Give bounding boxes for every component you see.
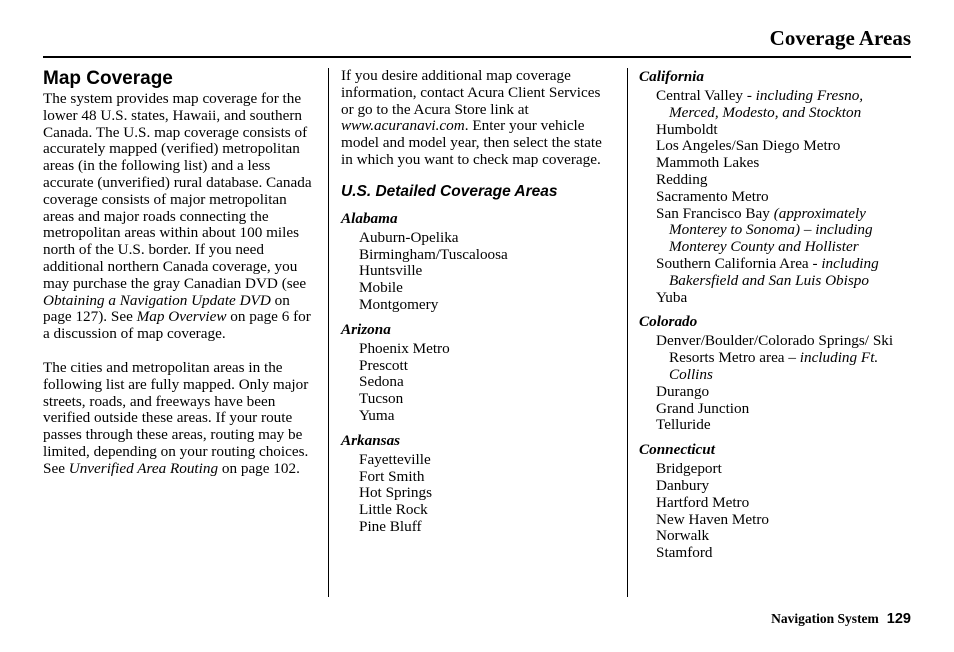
column-divider (627, 68, 628, 597)
area-name: Auburn-Opelika (359, 228, 459, 246)
area-list (639, 333, 914, 434)
area-name: Sacramento Metro (656, 187, 769, 205)
area-name: Hot Springs (359, 484, 432, 502)
area-item (656, 528, 914, 545)
area-name: Bridgeport (656, 460, 722, 478)
area-name: Denver/Boulder/Colorado Springs/ Ski Resorts Metro area – (656, 332, 894, 367)
area-list (639, 461, 914, 562)
area-name: Grand Junction (656, 399, 750, 417)
area-note: - including Bakersfield and San Luis Obispo (669, 254, 879, 289)
area-list (639, 88, 914, 306)
area-name: Stamford (656, 544, 713, 562)
state-heading: Arkansas (341, 431, 401, 449)
area-item (359, 452, 616, 469)
paragraph-verified-areas: The cities and metropolitan areas in the following list are fully mapped. Only major streets, roads, and freeways have been verified outside these areas. If your route passes through these areas, routing may be limited, depending on your routing choices. See Unverified Area Routing on page 102. (43, 358, 309, 477)
area-name: Pine Bluff (359, 517, 422, 535)
area-name: Yuma (359, 406, 395, 424)
area-name: Norwalk (656, 527, 710, 545)
area-name: Hartford Metro (656, 493, 750, 511)
column-map-coverage (43, 68, 315, 478)
area-item (359, 519, 616, 536)
area-item (656, 384, 914, 401)
area-name: Fayetteville (359, 450, 431, 468)
area-item (656, 290, 914, 307)
area-name: Mammoth Lakes (656, 154, 760, 172)
area-item (359, 263, 616, 280)
area-name: Mobile (359, 279, 403, 297)
area-list (341, 341, 616, 425)
area-item (656, 495, 914, 512)
page-title: Coverage Areas (769, 26, 911, 50)
area-item (359, 297, 616, 314)
area-name: Danbury (656, 476, 710, 494)
area-name: Little Rock (359, 501, 428, 519)
area-note: (approximately Monterey to Sonoma) – including Monterey County and Hollister (669, 204, 873, 256)
state-heading: Colorado (639, 313, 698, 331)
area-name: New Haven Metro (656, 510, 770, 528)
area-item (359, 408, 616, 425)
area-name: Sedona (359, 373, 404, 391)
area-item (656, 461, 914, 478)
page-number: 129 (886, 611, 911, 627)
area-name: Prescott (359, 356, 408, 374)
area-item (359, 358, 616, 375)
state-list (639, 68, 914, 562)
state-heading: Connecticut (639, 441, 715, 459)
area-name: Telluride (656, 416, 711, 434)
area-item (359, 230, 616, 247)
area-item (656, 172, 914, 189)
paragraph-additional-coverage: If you desire additional map coverage information, contact Acura Client Services or go to the Acura Store link at www.acuranavi.com. Enter your vehicle model and model year, then select the state in which you want to check map coverage. (341, 67, 602, 168)
area-name: Tucson (359, 390, 404, 408)
area-item (359, 280, 616, 297)
paragraph-coverage-intro: The system provides map coverage for the lower 48 U.S. states, Hawaii, and southern Canada. The U.S. map coverage consists of accurately mapped (verified) metropolitan areas (in the following list) and a less accurate (unverified) rural database. Canada coverage consists of major metropolitan areas and major roads connecting the metropolitan areas within about 100 miles north of the U.S. border. If you need additional northern Canada coverage, you may purchase the gray Canadian DVD (see Obtaining a Navigation Update DVD on page 127). See Map Overview on page 6 for a discussion of map coverage. (43, 90, 312, 343)
area-name: Los Angeles/San Diego Metro (656, 137, 841, 155)
acura-store-link[interactable]: www.acuranavi.com (341, 117, 465, 135)
area-name: Phoenix Metro (359, 339, 450, 357)
state-heading: California (639, 68, 704, 85)
area-list (341, 230, 616, 314)
area-item (656, 138, 914, 155)
reference-map-overview: Map Overview (136, 308, 227, 326)
page-footer (771, 611, 911, 627)
area-item (656, 333, 914, 383)
reference-unverified-routing: Unverified Area Routing (68, 459, 219, 477)
area-name: Yuba (656, 288, 688, 306)
subsection-heading: U.S. Detailed Coverage Areas (341, 182, 558, 200)
area-list (341, 452, 616, 536)
area-item (359, 391, 616, 408)
area-note: - including Fresno, Merced, Modesto, and Stockton (669, 87, 864, 121)
area-item (656, 206, 914, 256)
state-heading: Arizona (341, 320, 391, 338)
reference-obtaining-update: Obtaining a Navigation Update DVD (43, 291, 271, 309)
area-name: Birmingham/Tuscaloosa (359, 245, 508, 263)
area-item (359, 374, 616, 391)
column-coverage-list-1 (341, 68, 616, 536)
state-heading: Alabama (341, 209, 398, 227)
area-item (359, 341, 616, 358)
area-item (359, 469, 616, 486)
area-item (656, 512, 914, 529)
column-coverage-list-2 (639, 68, 914, 562)
section-heading: Map Coverage (43, 68, 173, 89)
area-item (656, 545, 914, 562)
area-name: Huntsville (359, 262, 423, 280)
footer-label: Navigation System (771, 611, 879, 626)
area-name: San Francisco Bay (656, 204, 770, 222)
area-name: Durango (656, 382, 710, 400)
area-name: Southern California Area (656, 254, 809, 272)
area-item (359, 247, 616, 264)
area-item (656, 478, 914, 495)
area-item (656, 155, 914, 172)
area-item (656, 401, 914, 418)
area-item (656, 256, 914, 290)
area-name: Humboldt (656, 120, 718, 138)
area-item (656, 122, 914, 139)
area-item (359, 485, 616, 502)
area-name: Redding (656, 170, 708, 188)
area-name: Fort Smith (359, 467, 425, 485)
area-item (656, 417, 914, 434)
state-list (341, 210, 616, 536)
area-note: including Ft. Collins (669, 349, 879, 383)
area-item (656, 189, 914, 206)
area-name: Montgomery (359, 295, 439, 313)
area-item (359, 502, 616, 519)
column-divider (328, 68, 329, 597)
header-rule (43, 56, 911, 58)
area-item (656, 88, 914, 122)
area-name: Central Valley (656, 87, 744, 104)
